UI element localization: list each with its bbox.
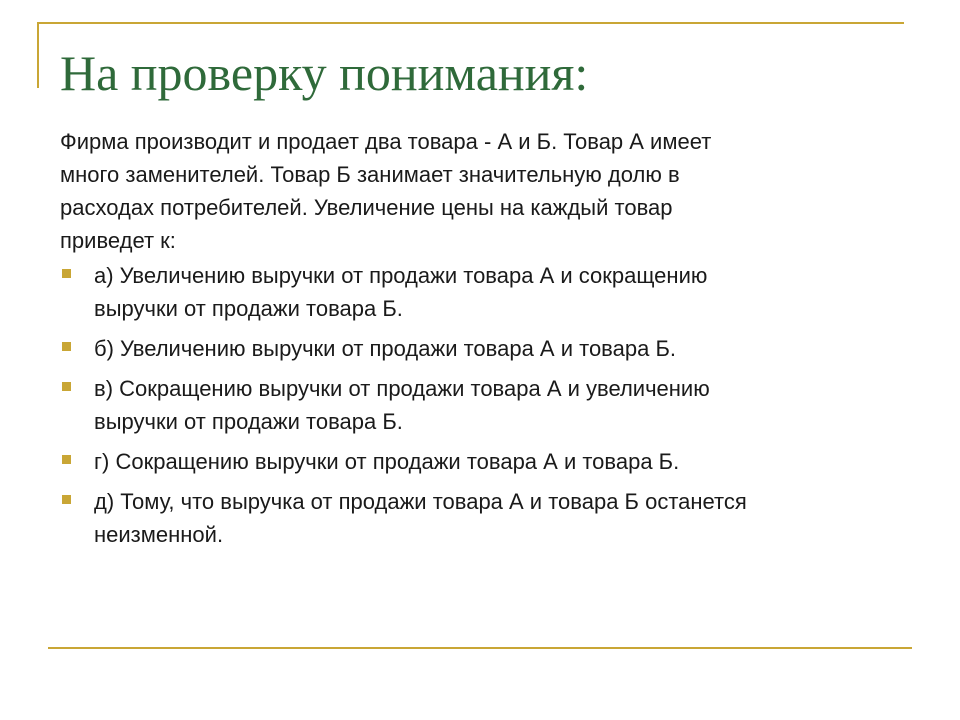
question-line: приведет к: bbox=[60, 228, 176, 253]
answer-option-a bbox=[60, 259, 910, 325]
answer-option-d bbox=[60, 485, 910, 551]
square-bullet-icon bbox=[62, 495, 71, 504]
square-bullet-icon bbox=[62, 342, 71, 351]
answer-options-list bbox=[60, 259, 910, 551]
option-line: выручки от продажи товара Б. bbox=[94, 409, 403, 434]
answer-option-b bbox=[60, 332, 910, 365]
option-line: а) Увеличению выручки от продажи товара А и сокращению bbox=[94, 263, 708, 288]
question-line: Фирма производит и продает два товара - А и Б. Товар А имеет bbox=[60, 129, 712, 154]
slide-title: На проверку понимания: bbox=[60, 45, 589, 101]
square-bullet-icon bbox=[62, 269, 71, 278]
option-line: б) Увеличению выручки от продажи товара А и товара Б. bbox=[94, 336, 676, 361]
question-line: расходах потребителей. Увеличение цены на каждый товар bbox=[60, 195, 673, 220]
bottom-divider bbox=[48, 647, 912, 649]
answer-option-v bbox=[60, 372, 910, 438]
answer-option-g bbox=[60, 445, 910, 478]
slide-body bbox=[60, 125, 910, 558]
square-bullet-icon bbox=[62, 382, 71, 391]
option-line: д) Тому, что выручка от продажи товара А и товара Б останется bbox=[94, 489, 747, 514]
option-line: неизменной. bbox=[94, 522, 224, 547]
square-bullet-icon bbox=[62, 455, 71, 464]
question-line: много заменителей. Товар Б занимает значительную долю в bbox=[60, 162, 680, 187]
question-text bbox=[60, 125, 910, 257]
option-line: выручки от продажи товара Б. bbox=[94, 296, 403, 321]
option-line: г) Сокращению выручки от продажи товара А и товара Б. bbox=[94, 449, 680, 474]
left-divider bbox=[37, 22, 39, 88]
top-divider bbox=[37, 22, 904, 24]
option-line: в) Сокращению выручки от продажи товара А и увеличению bbox=[94, 376, 710, 401]
